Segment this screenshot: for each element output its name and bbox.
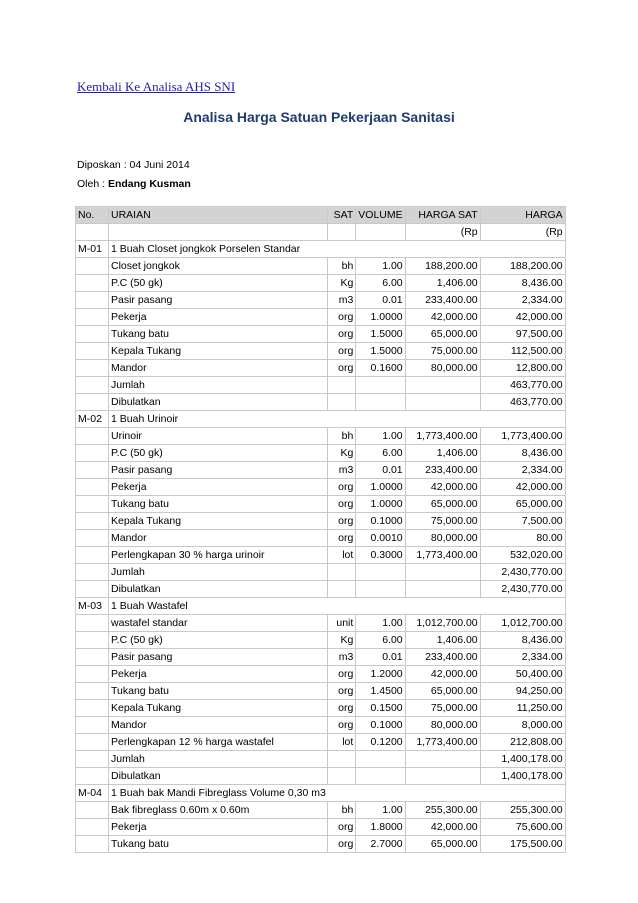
- cell-harga: [480, 598, 565, 615]
- cell-harga: 12,800.00: [480, 360, 565, 377]
- cell-harga: 75,600.00: [480, 819, 565, 836]
- table-row: [76, 683, 566, 700]
- cell-harga-sat: 75,000.00: [405, 513, 480, 530]
- cell-harga: 175,500.00: [480, 836, 565, 853]
- cell-harga-sat: [405, 564, 480, 581]
- cell-no: [76, 513, 109, 530]
- cell-volume: 6.00: [356, 632, 405, 649]
- cell-no: [76, 564, 109, 581]
- cell-uraian: Perlengkapan 30 % harga urinoir: [109, 547, 328, 564]
- cell-no: [76, 819, 109, 836]
- cell-no: [76, 462, 109, 479]
- cell-volume: [356, 564, 405, 581]
- cell-harga: 188,200.00: [480, 258, 565, 275]
- cell-no: [76, 445, 109, 462]
- cell-harga: 8,000.00: [480, 717, 565, 734]
- cell-no: [76, 326, 109, 343]
- cell-harga-sat: 75,000.00: [405, 343, 480, 360]
- cell-sat: Kg: [328, 275, 356, 292]
- table-row: [76, 564, 566, 581]
- cell-no: [76, 343, 109, 360]
- cell-sat: [328, 768, 356, 785]
- cell-volume: 0.01: [356, 292, 405, 309]
- cell-no: [76, 581, 109, 598]
- cell-no: [76, 275, 109, 292]
- cell-harga: 1,012,700.00: [480, 615, 565, 632]
- cell-uraian: P.C (50 gk): [109, 632, 328, 649]
- cell-harga: 463,770.00: [480, 394, 565, 411]
- cell-volume: 0.1200: [356, 734, 405, 751]
- header-cell-no: No.: [76, 207, 109, 224]
- table-row: [76, 700, 566, 717]
- cell-uraian: Tukang batu: [109, 836, 328, 853]
- cell-sat: bh: [328, 258, 356, 275]
- price-analysis-table: [75, 206, 566, 853]
- cell-no: M-03: [76, 598, 109, 615]
- table-row: [76, 581, 566, 598]
- cell-volume: [356, 598, 405, 615]
- cell-harga-sat: [405, 598, 480, 615]
- cell-harga: 11,250.00: [480, 700, 565, 717]
- cell-harga-sat: [405, 751, 480, 768]
- cell-sat: org: [328, 513, 356, 530]
- table-row: [76, 819, 566, 836]
- cell-volume: [356, 768, 405, 785]
- cell-harga-sat: 42,000.00: [405, 309, 480, 326]
- cell-no: M-04: [76, 785, 109, 802]
- cell-harga-sat: 188,200.00: [405, 258, 480, 275]
- cell-harga-sat: 1,012,700.00: [405, 615, 480, 632]
- table-row: [76, 649, 566, 666]
- cell-harga-sat: 233,400.00: [405, 292, 480, 309]
- cell-uraian: Dibulatkan: [109, 581, 328, 598]
- cell-sat: [328, 598, 356, 615]
- cell-uraian: Pekerja: [109, 309, 328, 326]
- cell-uraian: 1 Buah Closet jongkok Porselen Standar: [109, 241, 328, 258]
- cell-volume: 1.00: [356, 615, 405, 632]
- cell-sat: Kg: [328, 632, 356, 649]
- cell-no: M-01: [76, 241, 109, 258]
- cell-volume: 1.00: [356, 802, 405, 819]
- cell-sat: unit: [328, 615, 356, 632]
- cell-volume: [356, 581, 405, 598]
- table-row: [76, 343, 566, 360]
- cell-volume: 0.0010: [356, 530, 405, 547]
- cell-uraian: wastafel standar: [109, 615, 328, 632]
- table-subheader-row: [76, 224, 566, 241]
- cell-sat: [328, 377, 356, 394]
- cell-no: [76, 360, 109, 377]
- cell-harga-sat: [405, 768, 480, 785]
- cell-harga: 97,500.00: [480, 326, 565, 343]
- cell-harga: 2,334.00: [480, 462, 565, 479]
- cell-no: [76, 734, 109, 751]
- cell-uraian: Kepala Tukang: [109, 343, 328, 360]
- cell-uraian: Jumlah: [109, 751, 328, 768]
- cell-no: [76, 428, 109, 445]
- cell-uraian: 1 Buah Urinoir: [109, 411, 328, 428]
- cell-volume: 1.0000: [356, 479, 405, 496]
- cell-uraian: Tukang batu: [109, 683, 328, 700]
- cell-no: [76, 615, 109, 632]
- cell-uraian: 1 Buah Wastafel: [109, 598, 328, 615]
- cell-no: [76, 479, 109, 496]
- author-name: Endang Kusman: [107, 178, 191, 190]
- cell-volume: [356, 751, 405, 768]
- cell-sat: m3: [328, 462, 356, 479]
- cell-sat: [328, 564, 356, 581]
- cell-sat: [328, 411, 356, 428]
- cell-harga-sat: 255,300.00: [405, 802, 480, 819]
- cell-harga-sat: 75,000.00: [405, 700, 480, 717]
- cell-uraian: Bak fibreglass 0.60m x 0.60m: [109, 802, 328, 819]
- table-row: [76, 615, 566, 632]
- table-row: [76, 462, 566, 479]
- cell-sat: [328, 241, 356, 258]
- cell-volume: 0.01: [356, 462, 405, 479]
- cell-uraian: P.C (50 gk): [109, 275, 328, 292]
- cell-harga: 1,400,178.00: [480, 768, 565, 785]
- cell-uraian: Mandor: [109, 717, 328, 734]
- cell-uraian: Pekerja: [109, 479, 328, 496]
- table-row: [76, 360, 566, 377]
- cell-volume: 1.00: [356, 428, 405, 445]
- cell-harga: 463,770.00: [480, 377, 565, 394]
- cell-harga-sat: [405, 394, 480, 411]
- cell-uraian: Kepala Tukang: [109, 700, 328, 717]
- cell-sat: org: [328, 360, 356, 377]
- table-row: [76, 309, 566, 326]
- cell-no: [76, 394, 109, 411]
- cell-volume: 0.1500: [356, 700, 405, 717]
- table-row: [76, 530, 566, 547]
- table-row: [76, 768, 566, 785]
- cell-harga-sat: 1,406.00: [405, 275, 480, 292]
- cell-harga-sat: 233,400.00: [405, 649, 480, 666]
- cell-sat: org: [328, 309, 356, 326]
- cell-no: [76, 717, 109, 734]
- cell-harga: 2,430,770.00: [480, 581, 565, 598]
- cell-sat: lot: [328, 734, 356, 751]
- cell-sat: org: [328, 836, 356, 853]
- subheader-cell: [76, 224, 109, 241]
- cell-sat: [328, 751, 356, 768]
- cell-harga: 65,000.00: [480, 496, 565, 513]
- cell-sat: org: [328, 819, 356, 836]
- cell-volume: 1.0000: [356, 496, 405, 513]
- cell-no: [76, 496, 109, 513]
- cell-harga-sat: 65,000.00: [405, 836, 480, 853]
- cell-harga: 42,000.00: [480, 479, 565, 496]
- cell-harga: 8,436.00: [480, 632, 565, 649]
- cell-no: [76, 802, 109, 819]
- cell-harga: 2,334.00: [480, 649, 565, 666]
- cell-volume: 0.3000: [356, 547, 405, 564]
- cell-volume: 6.00: [356, 275, 405, 292]
- cell-no: [76, 700, 109, 717]
- cell-sat: bh: [328, 802, 356, 819]
- cell-uraian: Pekerja: [109, 819, 328, 836]
- cell-sat: org: [328, 717, 356, 734]
- table-header-row: [76, 207, 566, 224]
- cell-harga: 94,250.00: [480, 683, 565, 700]
- cell-harga: 212,808.00: [480, 734, 565, 751]
- cell-harga-sat: [405, 241, 480, 258]
- table-row: [76, 802, 566, 819]
- cell-sat: org: [328, 496, 356, 513]
- cell-no: [76, 309, 109, 326]
- cell-harga: 42,000.00: [480, 309, 565, 326]
- cell-no: M-02: [76, 411, 109, 428]
- table-row: [76, 734, 566, 751]
- subheader-cell: [328, 224, 356, 241]
- cell-uraian: Tukang batu: [109, 496, 328, 513]
- cell-uraian: Pekerja: [109, 666, 328, 683]
- subheader-cell: (Rp: [480, 224, 565, 241]
- cell-harga-sat: 80,000.00: [405, 530, 480, 547]
- cell-uraian: Pasir pasang: [109, 462, 328, 479]
- cell-harga-sat: 65,000.00: [405, 683, 480, 700]
- cell-no: [76, 836, 109, 853]
- table-row: [76, 598, 566, 615]
- cell-sat: lot: [328, 547, 356, 564]
- cell-volume: 1.2000: [356, 666, 405, 683]
- cell-no: [76, 377, 109, 394]
- table-row: [76, 547, 566, 564]
- table-row: [76, 632, 566, 649]
- cell-harga-sat: 1,773,400.00: [405, 428, 480, 445]
- cell-uraian: Dibulatkan: [109, 768, 328, 785]
- cell-volume: 0.1000: [356, 717, 405, 734]
- cell-harga-sat: 42,000.00: [405, 666, 480, 683]
- header-cell-uraian: URAIAN: [109, 207, 328, 224]
- cell-harga: 532,020.00: [480, 547, 565, 564]
- cell-harga: 2,430,770.00: [480, 564, 565, 581]
- cell-sat: org: [328, 343, 356, 360]
- table-row: [76, 666, 566, 683]
- cell-sat: [328, 581, 356, 598]
- cell-uraian: Tukang batu: [109, 326, 328, 343]
- cell-no: [76, 547, 109, 564]
- cell-no: [76, 632, 109, 649]
- cell-volume: 0.1600: [356, 360, 405, 377]
- table-row: [76, 751, 566, 768]
- cell-volume: [356, 785, 405, 802]
- cell-volume: 2.7000: [356, 836, 405, 853]
- cell-no: [76, 751, 109, 768]
- cell-no: [76, 649, 109, 666]
- subheader-cell: (Rp: [405, 224, 480, 241]
- table-row: [76, 275, 566, 292]
- header-cell-harga-sat: HARGA SAT: [405, 207, 480, 224]
- cell-harga-sat: 65,000.00: [405, 326, 480, 343]
- cell-harga-sat: 42,000.00: [405, 819, 480, 836]
- cell-harga-sat: 1,406.00: [405, 445, 480, 462]
- header-cell-volume: VOLUME: [356, 207, 405, 224]
- cell-sat: m3: [328, 649, 356, 666]
- cell-sat: org: [328, 666, 356, 683]
- header-cell-sat: SAT: [328, 207, 356, 224]
- cell-harga-sat: 1,773,400.00: [405, 734, 480, 751]
- cell-uraian: Perlengkapan 12 % harga wastafel: [109, 734, 328, 751]
- cell-uraian: Kepala Tukang: [109, 513, 328, 530]
- cell-harga: [480, 411, 565, 428]
- cell-no: [76, 258, 109, 275]
- cell-sat: org: [328, 479, 356, 496]
- cell-harga: 7,500.00: [480, 513, 565, 530]
- table-row: [76, 785, 566, 802]
- cell-volume: [356, 241, 405, 258]
- cell-uraian: Mandor: [109, 530, 328, 547]
- cell-harga: 8,436.00: [480, 445, 565, 462]
- cell-volume: 1.5000: [356, 326, 405, 343]
- table-row: [76, 479, 566, 496]
- posted-date: Diposkan : 04 Juni 2014: [77, 159, 190, 171]
- page-title: Analisa Harga Satuan Pekerjaan Sanitasi: [183, 109, 455, 125]
- cell-volume: 1.0000: [356, 309, 405, 326]
- cell-uraian: Dibulatkan: [109, 394, 328, 411]
- cell-sat: org: [328, 700, 356, 717]
- table-row: [76, 377, 566, 394]
- table-row: [76, 836, 566, 853]
- cell-harga-sat: 65,000.00: [405, 496, 480, 513]
- table-row: [76, 258, 566, 275]
- cell-harga: 2,334.00: [480, 292, 565, 309]
- cell-uraian: Jumlah: [109, 377, 328, 394]
- cell-harga-sat: 1,773,400.00: [405, 547, 480, 564]
- cell-volume: [356, 394, 405, 411]
- cell-volume: [356, 377, 405, 394]
- cell-sat: [328, 394, 356, 411]
- table-row: [76, 496, 566, 513]
- cell-harga-sat: [405, 377, 480, 394]
- table-row: [76, 411, 566, 428]
- author-prefix: Oleh :: [77, 178, 108, 190]
- cell-volume: 1.5000: [356, 343, 405, 360]
- cell-sat: org: [328, 326, 356, 343]
- back-link[interactable]: Kembali Ke Analisa AHS SNI: [77, 79, 236, 94]
- cell-sat: org: [328, 683, 356, 700]
- cell-volume: 0.01: [356, 649, 405, 666]
- cell-uraian: Mandor: [109, 360, 328, 377]
- cell-volume: 1.8000: [356, 819, 405, 836]
- cell-uraian: Urinoir: [109, 428, 328, 445]
- cell-no: [76, 768, 109, 785]
- cell-sat: Kg: [328, 445, 356, 462]
- table-row: [76, 428, 566, 445]
- author-line: [77, 178, 191, 190]
- cell-harga: 112,500.00: [480, 343, 565, 360]
- cell-harga: [480, 785, 565, 802]
- cell-sat: bh: [328, 428, 356, 445]
- table-row: [76, 292, 566, 309]
- cell-volume: 1.00: [356, 258, 405, 275]
- cell-no: [76, 292, 109, 309]
- cell-harga-sat: 80,000.00: [405, 360, 480, 377]
- cell-volume: [356, 411, 405, 428]
- cell-harga: 50,400.00: [480, 666, 565, 683]
- subheader-cell: [356, 224, 405, 241]
- cell-uraian: Pasir pasang: [109, 649, 328, 666]
- cell-no: [76, 530, 109, 547]
- cell-no: [76, 683, 109, 700]
- cell-harga-sat: [405, 411, 480, 428]
- cell-uraian: 1 Buah bak Mandi Fibreglass Volume 0,30 m3: [109, 785, 328, 802]
- cell-uraian: P.C (50 gk): [109, 445, 328, 462]
- cell-sat: org: [328, 530, 356, 547]
- cell-harga-sat: 233,400.00: [405, 462, 480, 479]
- cell-harga: 80.00: [480, 530, 565, 547]
- cell-volume: 0.1000: [356, 513, 405, 530]
- table-row: [76, 326, 566, 343]
- cell-volume: 6.00: [356, 445, 405, 462]
- cell-harga: 1,400,178.00: [480, 751, 565, 768]
- header-cell-harga: HARGA: [480, 207, 565, 224]
- table-row: [76, 717, 566, 734]
- table-row: [76, 445, 566, 462]
- cell-harga: 255,300.00: [480, 802, 565, 819]
- cell-harga-sat: 80,000.00: [405, 717, 480, 734]
- cell-harga-sat: [405, 785, 480, 802]
- cell-harga-sat: [405, 581, 480, 598]
- table-row: [76, 394, 566, 411]
- cell-sat: m3: [328, 292, 356, 309]
- cell-uraian: Closet jongkok: [109, 258, 328, 275]
- cell-harga: [480, 241, 565, 258]
- cell-harga: 8,436.00: [480, 275, 565, 292]
- cell-uraian: Pasir pasang: [109, 292, 328, 309]
- table-row: [76, 241, 566, 258]
- cell-volume: 1.4500: [356, 683, 405, 700]
- cell-harga: 1,773,400.00: [480, 428, 565, 445]
- cell-uraian: Jumlah: [109, 564, 328, 581]
- cell-sat: [328, 785, 356, 802]
- cell-harga-sat: 1,406.00: [405, 632, 480, 649]
- table-row: [76, 513, 566, 530]
- subheader-cell: [109, 224, 328, 241]
- cell-no: [76, 666, 109, 683]
- cell-harga-sat: 42,000.00: [405, 479, 480, 496]
